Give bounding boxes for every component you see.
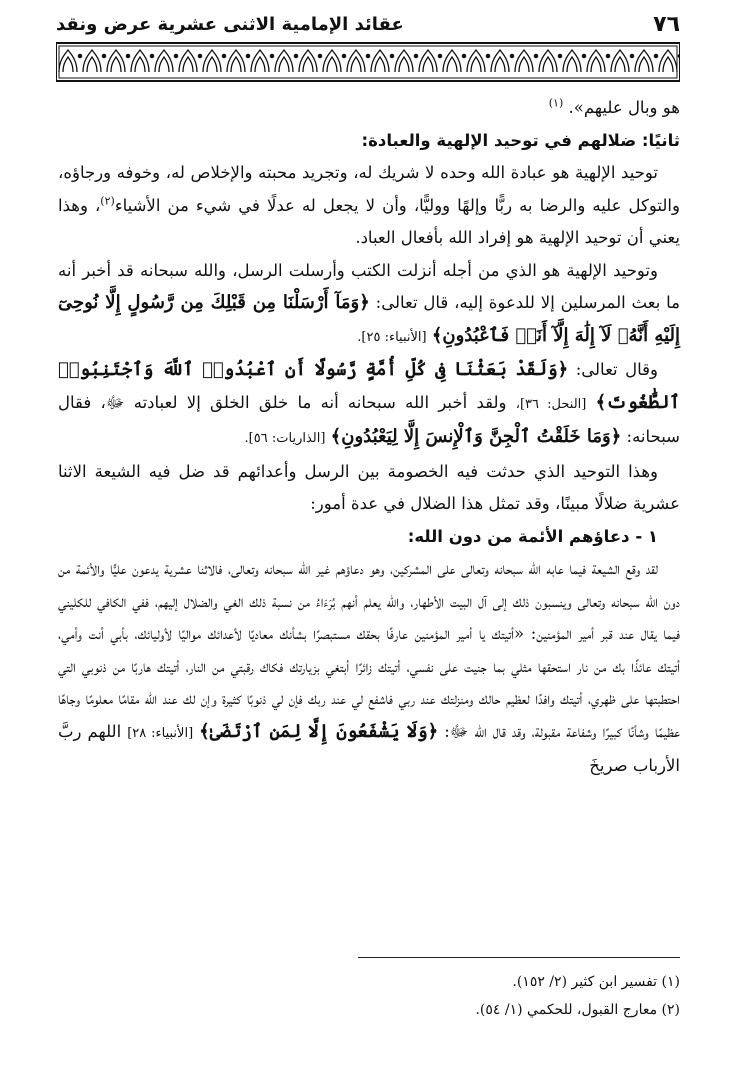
ornament-dot: [342, 54, 345, 57]
ornament-motif: [611, 50, 629, 72]
ornament-motif: [323, 50, 341, 72]
ornament-motif: [275, 50, 293, 72]
ornament-motif: [539, 50, 557, 72]
footnote-separator: [358, 957, 680, 958]
verse-reference: [الأنبياء: ٢٨]: [127, 725, 194, 741]
paragraph-text: ، وهذا يعني أن توحيد الإلهية هو إفراد الله بأفعال العباد.: [58, 195, 680, 247]
ornament-dot: [558, 54, 561, 57]
paragraph-text: وقال تعالى:: [575, 360, 658, 379]
ornament-motif: [59, 50, 77, 72]
ornament-dot: [630, 54, 633, 57]
ornament-dot: [462, 54, 465, 57]
verse-reference: [الذاريات: ٥٦].: [244, 431, 326, 446]
footnote-marker-1: (١): [548, 96, 564, 110]
ornament-dot: [150, 54, 153, 57]
ornament-dot: [246, 54, 249, 57]
ornament-dot: [414, 54, 417, 57]
ornament-dot: [654, 54, 657, 57]
quran-verse: ﴿وَمَآ أَرْسَلْنَا مِن قَبْلِكَ مِن رَّسُولٍ إِلَّا نُوحِىٓ إِلَيْهِ أَنَّهُۥ لَآ إِلَٰهَ إِلَّآ أَنَا۠ فَٱعْبُدُونِ﴾: [58, 292, 680, 346]
ornament-dot: [606, 54, 609, 57]
section-heading: ثانيًا: ضلالهم في توحيد الإلهية والعبادة:: [361, 130, 680, 150]
ornament-motif: [467, 50, 485, 72]
ornament-motif: [395, 50, 413, 72]
paragraph-text: هو وبال عليهم».: [568, 98, 680, 117]
ornament-motif: [443, 50, 461, 72]
ornament-dot: [198, 54, 201, 57]
ornament-motif: [131, 50, 149, 72]
ornament-dot: [78, 54, 81, 57]
ornament-motif: [251, 50, 269, 72]
subsection-heading: ١ - دعاؤهم الأئمة من دون الله:: [407, 526, 658, 546]
ornament-dot: [174, 54, 177, 57]
paragraph-text: ولقد أخبر الله سبحانه أنه ما خلق الخلق إلا لعبادته ﷻ، فقال سبحانه:: [58, 392, 680, 446]
ornament-motif: [83, 50, 101, 72]
running-title: عقائد الإمامية الاثنى عشرية عرض ونقد: [56, 14, 404, 35]
page-header: [56, 12, 680, 42]
footnotes: [58, 968, 680, 1024]
ornament-motif: [515, 50, 533, 72]
ornament-dot: [582, 54, 585, 57]
footnote-marker-2: (٢): [100, 194, 115, 207]
ornament-dot: [222, 54, 225, 57]
ornament-motif: [371, 50, 389, 72]
ornament-motif: [179, 50, 197, 72]
quran-verse: ﴿وَلَقَدْ بَعَثْنَا فِى كُلِّ أُمَّةٍ رَّسُولًا أَنِ ٱعْبُدُوا۟ ٱللَّهَ وَٱجْتَنِبُوا۟ ٱلطَّٰغُوتَ﴾: [58, 359, 680, 413]
ornament-dot: [438, 54, 441, 57]
ornament-motif: [227, 50, 245, 72]
paragraph-3: [58, 255, 680, 355]
paragraph-text: وتوحيد الإلهية هو الذي من أجله أنزلت الكتب وأرسلت الرسل، والله سبحانه قد أخبر أنه ما بعث المرسلين إلا للدعوة إليه، قال تعالى:: [58, 260, 681, 312]
paragraph-6: [58, 553, 680, 783]
main-text: [58, 92, 680, 783]
ornament-motif: [107, 50, 125, 72]
ornament-dot: [534, 54, 537, 57]
paragraph-2: [58, 157, 680, 255]
ornament-dot: [318, 54, 321, 57]
ornament-motif: [563, 50, 581, 72]
page-number: ٧٦: [653, 12, 680, 37]
paragraph-4: [58, 354, 680, 456]
footnote-1: (١) تفسير ابن كثير (٢/ ١٥٢).: [512, 974, 680, 990]
footnote-2: (٢) معارج القبول، للحكمي (١/ ٥٤).: [475, 1002, 680, 1018]
ornament-motif: [347, 50, 365, 72]
quran-verse: ﴿وَلَا يَشْفَعُونَ إِلَّا لِمَنِ ٱرْتَضَىٰ﴾: [199, 720, 439, 742]
ornament-motif: [491, 50, 509, 72]
paragraph-1: [58, 92, 680, 125]
ornament-band: [56, 42, 680, 82]
ornament-motif: [203, 50, 221, 72]
ornament-dot: [270, 54, 273, 57]
ornament-dot: [486, 54, 489, 57]
ornament-motif: [299, 50, 317, 72]
ornament-motif: [419, 50, 437, 72]
paragraph-text: اللهم ربَّ الأرباب صريخَ: [58, 721, 680, 775]
ornament-dot: [366, 54, 369, 57]
paragraph-text: توحيد الإلهية هو عبادة الله وحده لا شريك له، وتجريد محبته والإخلاص له، وخوفه ورجاؤه، والتوكل عليه والرضا به ربًّا وإلهًا ووليًّا، وأن لا يجعل له عدلًا في شيء من الأشياء: [58, 163, 680, 215]
ornament-motif: [155, 50, 173, 72]
ornament-dot: [294, 54, 297, 57]
ornament-motif: [659, 50, 677, 72]
ornament-motif: [635, 50, 653, 72]
verse-reference: [النحل: ٣٦]،: [515, 396, 587, 412]
ornament-dot: [678, 54, 680, 57]
ornament-dot: [126, 54, 129, 57]
paragraph-5: وهذا التوحيد الذي حدثت فيه الخصومة بين الرسل وأعدائهم قد ضل فيه الشيعة الاثنا عشرية ضلالًا مبينًا، وقد تمثل هذا الضلال في عدة أمور:: [58, 461, 680, 513]
ornament-dot: [390, 54, 393, 57]
ornament-motif: [587, 50, 605, 72]
paragraph-text: لقد وقع الشيعة فيما عابه الله سبحانه وتعالى على المشركين، وهو دعاؤهم غير الله سبحانه وتعالى، فالاثنا عشرية يدعون عليًّا والأئمة من دون الله سبحانه وتعالى وينسبون ذلك إلى آل البيت الأطهار، والله يعلم أنهم بُرَءَاءُ من نسبة ذلك الغي والضلال إليهم، ففي الكافي للكليني فيما يقال عند قبر أمير المؤمنين: «أتيتك يا أمير المؤمنين عارفًا بحقك مستبصرًا بشأنك معاديًا لأعدائك مواليًا لأوليائك، بأبي أنت وأمي، أتيتك عائذًا بك من نار استحقها مثلي بما جنيت على نفسي، أتيتك زائرًا أبتغي بزيارتك فكاك رقبتي من النار، أتيتك هاربًا من ذنوبي التي احتطبتها على ظهري، أتيتك وافدًا لعظيم حالك ومنزلتك عند ربي فاشفع لي عند ربك فإن لي ذنوبًا كثيرة وإن لك عند الله مقامًا معلومًا وجاهًا عظيمًا وشأنًا كبيرًا وشفاعة مقبولة، وقد قال الله ﷻ:: [58, 559, 680, 741]
quran-verse: ﴿وَمَا خَلَقْتُ ٱلْجِنَّ وَٱلْإِنسَ إِلَّا لِيَعْبُدُونِ﴾: [330, 426, 622, 447]
ornament-dot: [102, 54, 105, 57]
ornament-dot: [510, 54, 513, 57]
verse-reference: [الأنبياء: ٢٥].: [357, 329, 427, 345]
